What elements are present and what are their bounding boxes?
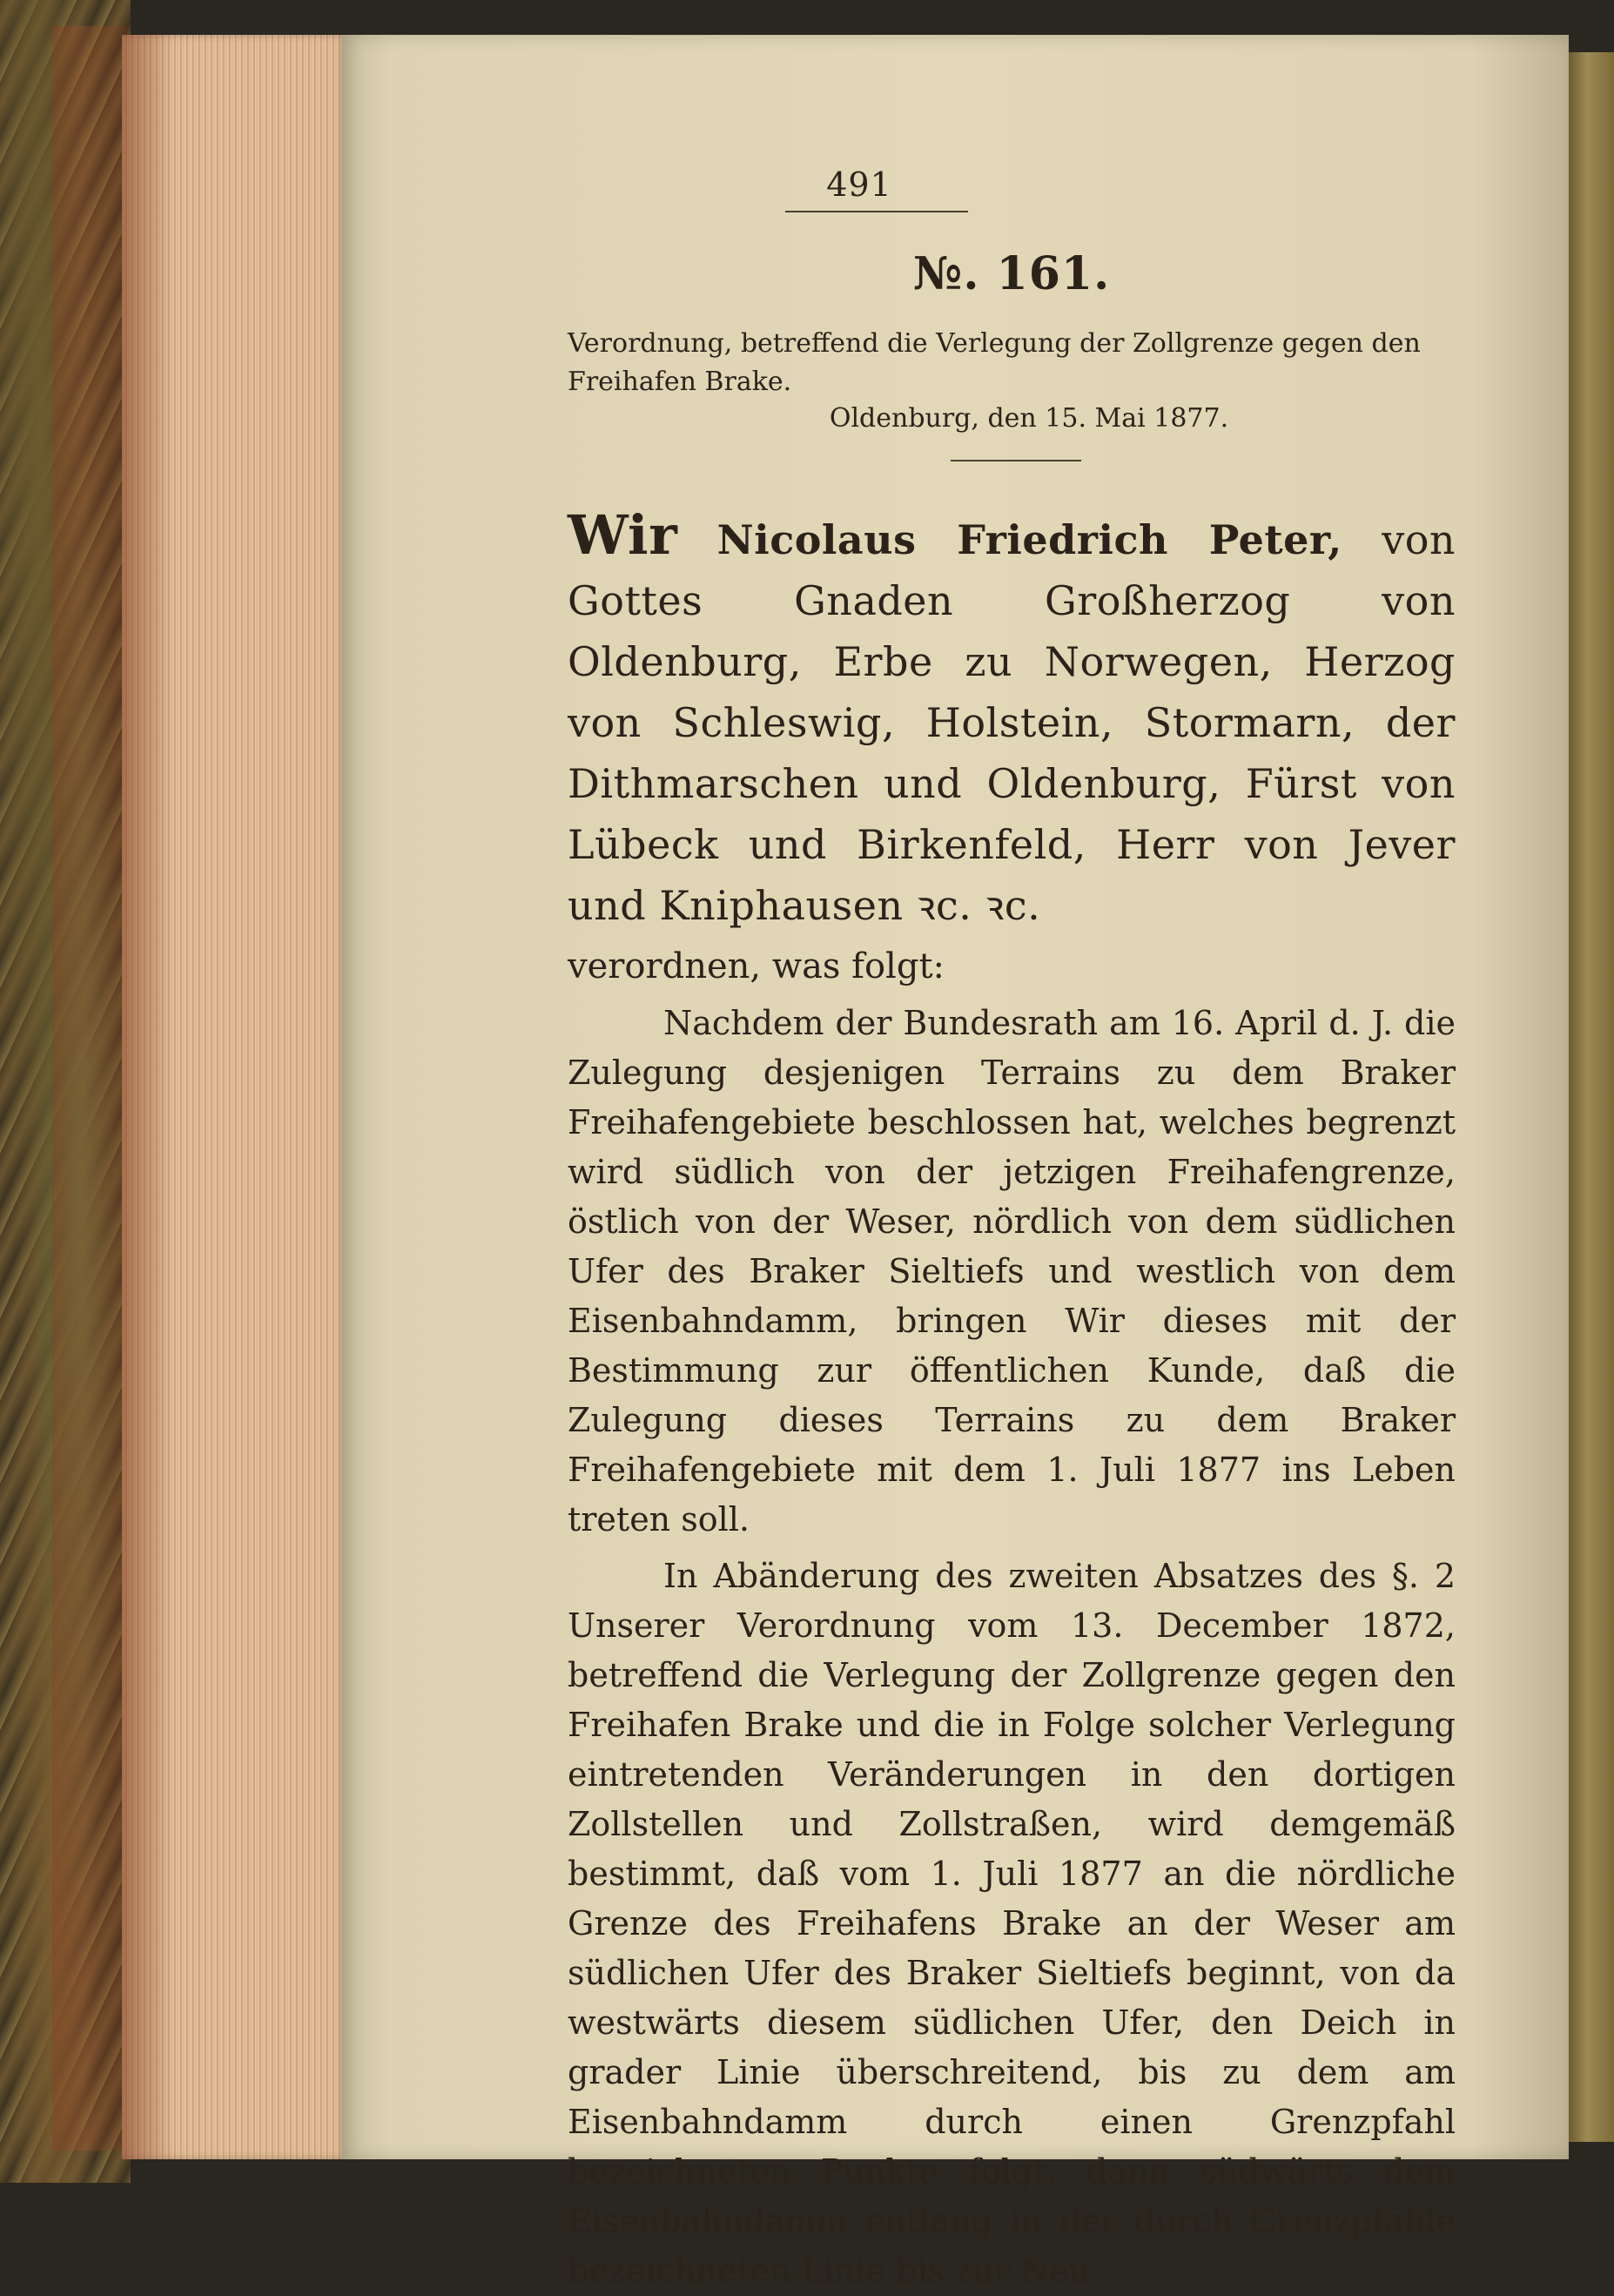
page-edges-shade bbox=[122, 35, 174, 2159]
decree-date: Oldenburg, den 15. Mai 1877. bbox=[829, 403, 1229, 434]
paragraph-1: Nachdem der Bundesrath am 16. April d. J. die Zulegung desjenigen Terrains zu dem Braker Freihafengebiete beschlossen hat, welches begrenzt wird südlich von der jetzigen Freihafengrenze, östlich von der Weser, nördlich von dem südlichen Ufer des Braker Sieltiefs und westlich von dem Eisenbahndamm, bringen Wir dieses mit der Bestimmung zur öffentlichen Kunde, daß die Zulegung dieses Terrains zu dem Braker Freihafengebiete mit dem 1. Juli 1877 ins Leben treten soll. bbox=[568, 1004, 1456, 1539]
section-rule bbox=[951, 460, 1081, 461]
verordnen-line: verordnen, was folgt: bbox=[568, 946, 945, 986]
sovereign-titles: von Gottes Gnaden Großherzog von Oldenburg, Erbe zu Norwegen, Herzog von Schleswig, Holstein, Stormarn, der Dithmarschen und Oldenburg, Fürst von Lübeck und Birkenfeld, Herr von Jever und Kniphausen ꝛc. ꝛc. bbox=[568, 516, 1456, 929]
book-page bbox=[341, 35, 1569, 2290]
paragraph-2: In Abänderung des zweiten Absatzes des §. 2 Unserer Verordnung vom 13. December 1872, betreffend die Verlegung der Zollgrenze gegen den Freihafen Brake und die in Folge solcher Verlegung eintretenden Veränderungen in den dortigen Zollstellen und Zollstraßen, wird demgemäß bestimmt, daß vom 1. Juli 1877 an die nördliche Grenze des Freihafens Brake an der Weser am südlichen Ufer des Braker Sieltiefs beginnt, von da westwärts diesem südlichen Ufer, den Deich in grader Linie überschreitend, bis zu dem am Eisenbahndamm durch einen Grenzpfahl bezeichneten Punkte folgt, dann südwärts dem Eisenbahndamm entlang in der durch Grenzpfähle bezeichneten Linie bis zur Neu- bbox=[568, 1557, 1456, 2290]
page-content bbox=[568, 165, 1456, 2296]
preamble-lead-word: Wir bbox=[568, 503, 678, 567]
cover-edge bbox=[52, 26, 131, 2151]
decree-number: №. 161. bbox=[912, 247, 1111, 300]
decree-title: Verordnung, betreffend die Verlegung der Zollgrenze gegen den Freihafen Brake. bbox=[568, 328, 1421, 397]
page-number: 491 bbox=[826, 165, 892, 204]
facing-page-edge bbox=[1569, 52, 1614, 2142]
sovereign-preamble bbox=[568, 505, 1456, 936]
sovereign-name: Nicolaus Friedrich Peter, bbox=[716, 516, 1342, 563]
header-rule bbox=[785, 211, 968, 212]
